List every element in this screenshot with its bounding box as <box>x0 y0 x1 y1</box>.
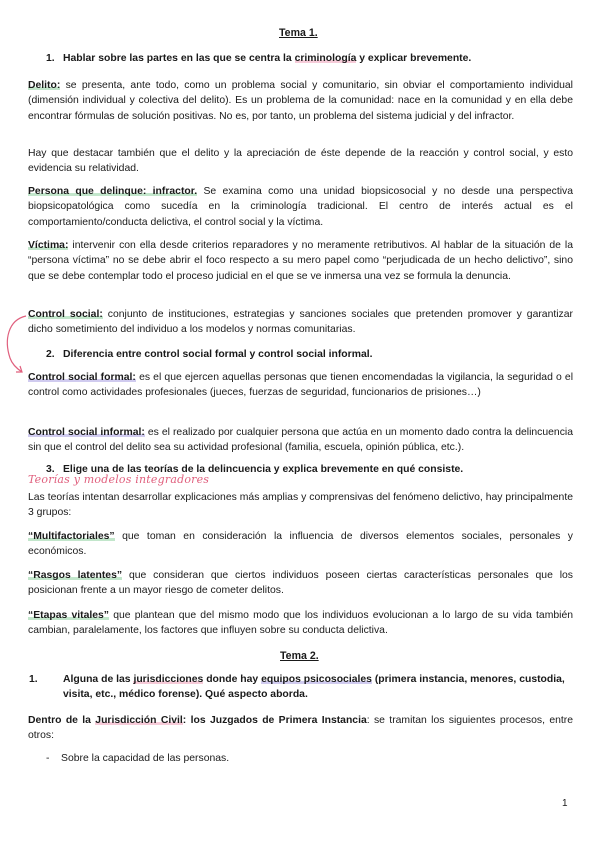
question-3: 3. Elige una de las teorías de la delincuencia y explica brevemente en qué consiste. <box>46 464 464 475</box>
rasgos-latentes-label: “Rasgos latentes” <box>28 570 123 581</box>
jurisdiccion-civil-paragraph: Dentro de la Jurisdicción Civil: los Juzgados de Primera Instancia: se tramitan los siguientes procesos, entre otros: <box>28 715 573 742</box>
tema2-title: Tema 2. <box>280 650 319 662</box>
persona-paragraph: Persona que delinque: infractor. Se examina como una unidad biopsicosocial y no desde una perspectiva biopsicopatológica como sucedía en la criminología tradicional. El centro de interés actual es el comportamiento/conducta delictiva, el control social y la víctima. <box>28 186 574 228</box>
rasgos-latentes-paragraph: “Rasgos latentes” que consideran que ciertos individuos poseen ciertas características personales que los posicionan frente a un mayor riesgo de cometer delitos. <box>28 570 574 597</box>
control-social-label: Control social: <box>28 309 103 320</box>
control-informal-label: Control social informal: <box>28 427 145 438</box>
control-informal-paragraph: Control social informal: es el realizado por cualquier persona que actúa en un momento dado contra la delincuencia sin que el control del delito sea su actividad profesional (familia, escuela, opinión pública, etc.). <box>28 427 573 454</box>
question-1: 1. Hablar sobre las partes en las que se centra la criminología y explicar brevemente. <box>46 53 472 64</box>
victima-paragraph: Víctima: intervenir con ella desde criterios reparadores y no meramente retributivos. Al hablar de la situación de la “persona víctima” no se debe abrir el foco respecto a su mero papel como “perjudicada de un hecho delictivo”, sino que se debe contemplar todo el proceso judicial en el que se ve inmersa una vez se formula la denuncia. <box>28 240 573 282</box>
multifactoriales-label: “Multifactoriales” <box>28 531 115 542</box>
multifactoriales-paragraph: “Multifactoriales” que toman en consideración la influencia de diversos elementos sociales, personales y económicos. <box>28 531 573 558</box>
teorias-intro: Las teorías intentan desarrollar explicaciones más amplias y comprensivas del fenómeno delictivo, hay principalmente 3 grupos: <box>28 492 573 519</box>
page-number: 1 <box>562 798 568 809</box>
persona-label: Persona que delinque: infractor. <box>28 186 198 197</box>
control-social-paragraph: Control social: conjunto de instituciones, estrategias y sanciones sociales que pretenden promover y garantizar dicho sometimiento del individuo a los modelos y normas comunitarias. <box>28 309 573 336</box>
etapas-vitales-paragraph: “Etapas vitales” que plantean que del mismo modo que los individuos evolucionan a lo largo de su vida también cambian, paralelamente, los factores que influyen sobre su conducta delictiva. <box>28 610 574 637</box>
tema1-title: Tema 1. <box>279 27 318 39</box>
bullet-item: - Sobre la capacidad de las personas. <box>46 753 230 764</box>
victima-label: Víctima: <box>28 240 69 251</box>
delito-paragraph: Delito: se presenta, ante todo, como un problema social y comunitario, sin obviar el comportamiento individual (dimensión individual y colectiva del delito). Es un problema de la comunidad: nace en la comunidad y en ella debe encontrar fórmulas de solución positivas. No es, por tanto, un problema del sistema judicial y del infractor. <box>28 80 573 122</box>
tema2-question-1: 1. Alguna de las jurisdicciones donde hay equipos psicosociales (primera instancia, menores, custodia, visita, etc., médico forense). Qué aspecto aborda. <box>29 674 565 700</box>
control-formal-label: Control social formal: <box>28 372 136 383</box>
control-formal-paragraph: Control social formal: es el que ejercen aquellas personas que tienen encomendadas la vigilancia, la seguridad o el control como actividades profesionales (jueces, fuerzas de seguridad, funcionarios de prisiones…) <box>28 372 574 399</box>
relatividad-paragraph: Hay que destacar también que el delito y la apreciación de éste depende de la reacción y control social, y esto evidencia su relatividad. <box>28 148 573 175</box>
handwritten-note: Teorías y modelos integradores <box>28 473 210 486</box>
hand-drawn-arrow-icon <box>0 310 30 380</box>
etapas-vitales-label: “Etapas vitales” <box>28 610 110 621</box>
delito-label: Delito: <box>28 80 61 91</box>
question-2: 2. Diferencia entre control social formal y control social informal. <box>46 349 373 360</box>
